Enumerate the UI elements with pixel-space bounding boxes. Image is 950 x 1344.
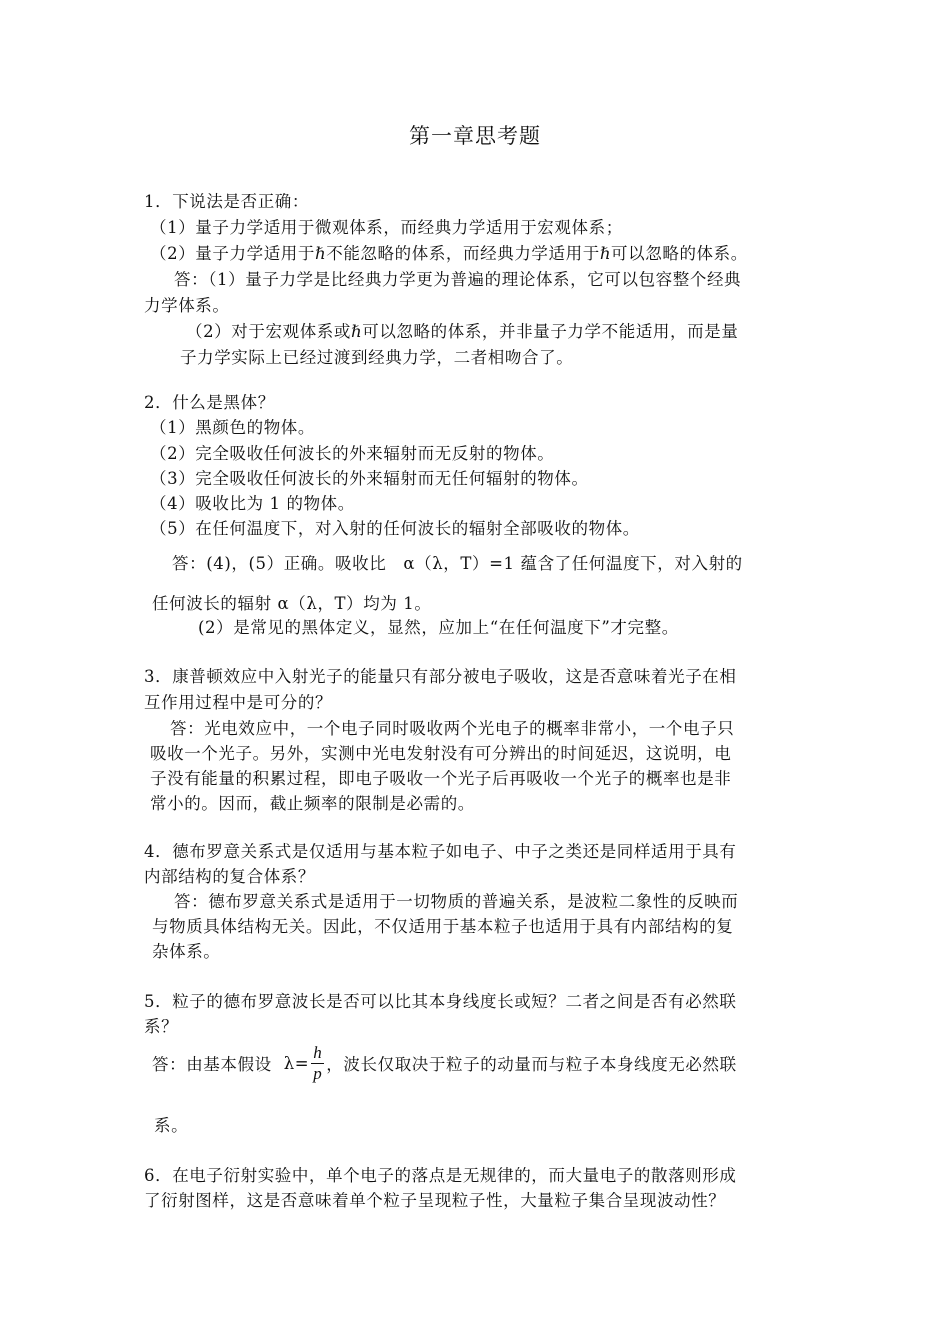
q1-answer-1a: 答：（1）量子力学是比经典力学更为普遍的理论体系，它可以包容整个经典 — [174, 270, 742, 289]
q4-answer-2: 与物质具体结构无关。因此，不仅适用于基本粒子也适用于具有内部结构的复 — [152, 917, 734, 936]
fraction-denominator: p — [313, 1063, 323, 1083]
q3-question-a: 3．康普顿效应中入射光子的能量只有部分被电子吸收，这是否意味着光子在相 — [144, 667, 737, 686]
q1-option-1: （1）量子力学适用于微观体系，而经典力学适用于宏观体系； — [150, 218, 623, 237]
q6-question-a: 6．在电子衍射实验中，单个电子的落点是无规律的，而大量电子的散落则形成 — [144, 1166, 737, 1185]
q1-option-2: （2）量子力学适用于ℏ不能忽略的体系，而经典力学适用于ℏ可以忽略的体系。 — [150, 244, 748, 263]
q5-answer-suffix: ，波长仅取决于粒子的动量而与粒子本身线度无必然联 — [326, 1055, 737, 1075]
q1-answer-2a: （2）对于宏观体系或ℏ可以忽略的体系，并非量子力学不能适用，而是量 — [186, 322, 739, 341]
q5-question-a: 5．粒子的德布罗意波长是否可以比其本身线度长或短？二者之间是否有必然联 — [144, 992, 737, 1011]
q1-answer-2b: 子力学实际上已经过渡到经典力学，二者相吻合了。 — [180, 348, 574, 367]
q5-answer-prefix: 答：由基本假设 — [152, 1055, 272, 1075]
q3-answer-1: 答：光电效应中，一个电子同时吸收两个光电子的概率非常小，一个电子只 — [170, 719, 735, 738]
fraction-numerator: h — [313, 1043, 323, 1062]
q4-answer-1: 答：德布罗意关系式是适用于一切物质的普遍关系，是波粒二象性的反映而 — [174, 892, 739, 911]
de-broglie-fraction — [311, 1044, 324, 1083]
q2-answer-2: 任何波长的辐射 α（λ，T）均为 1。 — [152, 594, 432, 613]
q5-answer-formula-line — [152, 1044, 737, 1083]
q2-option-2: （2）完全吸收任何波长的外来辐射而无反射的物体。 — [150, 444, 555, 463]
q4-question-b: 内部结构的复合体系？ — [144, 867, 315, 886]
q2-answer-1: 答：(4)，(5）正确。吸收比 α（λ，T）=1 蕴含了任何温度下，对入射的 — [172, 554, 743, 573]
q1-question: 1．下说法是否正确： — [144, 192, 309, 211]
q2-answer-3: (2）是常见的黑体定义，显然，应加上“在任何温度下”才完整。 — [198, 618, 679, 637]
q5-answer-end: 系。 — [154, 1116, 189, 1135]
q2-option-4: （4）吸收比为 1 的物体。 — [150, 494, 355, 513]
q2-option-3: （3）完全吸收任何波长的外来辐射而无任何辐射的物体。 — [150, 469, 589, 488]
q2-option-5: （5）在任何温度下，对入射的任何波长的辐射全部吸收的物体。 — [150, 519, 640, 538]
page-title: 第一章思考题 — [409, 124, 541, 148]
q3-question-b: 互作用过程中是可分的？ — [144, 693, 333, 712]
q3-answer-4: 常小的。因而，截止频率的限制是必需的。 — [150, 794, 475, 813]
q3-answer-3: 子没有能量的积累过程，即电子吸收一个光子后再吸收一个光子的概率也是非 — [150, 769, 732, 788]
q4-answer-3: 杂体系。 — [152, 942, 221, 961]
q2-option-1: （1）黑颜色的物体。 — [150, 418, 315, 437]
q3-answer-2: 吸收一个光子。另外，实测中光电发射没有可分辨出的时间延迟，这说明，电 — [150, 744, 732, 763]
q5-lambda-equals: λ= — [283, 1053, 310, 1073]
q4-question-a: 4．德布罗意关系式是仅适用与基本粒子如电子、中子之类还是同样适用于具有 — [144, 842, 737, 861]
q5-answer-line — [152, 1044, 737, 1083]
q6-question-b: 了衍射图样，这是否意味着单个粒子呈现粒子性，大量粒子集合呈现波动性？ — [144, 1191, 726, 1210]
q2-question: 2．什么是黑体？ — [144, 393, 275, 412]
q5-question-b: 系？ — [144, 1017, 179, 1036]
q1-answer-1b: 力学体系。 — [144, 296, 230, 315]
